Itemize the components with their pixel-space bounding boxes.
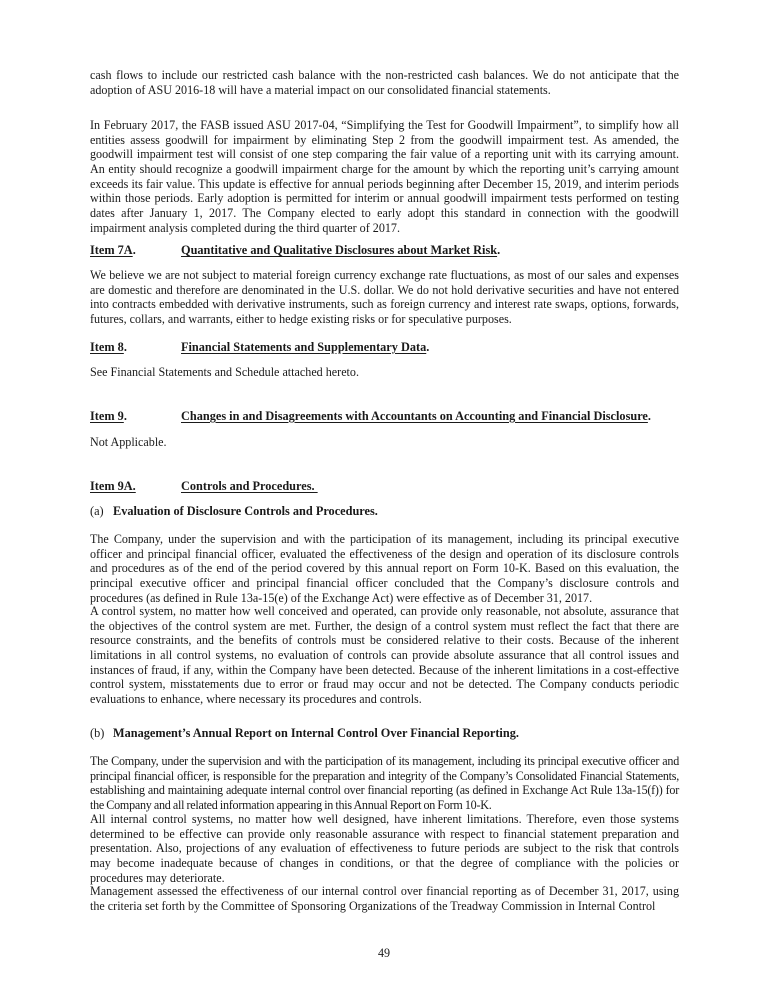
subsection-a-letter: (a) [90,504,104,518]
page-number: 49 [377,946,391,960]
item-9-body: Not Applicable. [90,435,167,449]
item-8-title: Financial Statements and Supplementary Data. [181,340,430,354]
subsection-b-heading [90,725,519,741]
item-8-number: Item 8. [90,340,127,354]
item-7a-title: Quantitative and Qualitative Disclosures about Market Risk. [181,243,501,257]
paragraph-asu-2016-18: cash flows to include our restricted cash balance with the non-restricted cash balances. We do not anticipate that the adoption of ASU 2016-18 will have a material impact on our consolidated financial statements. [90,68,679,97]
item-9-heading [90,408,679,424]
item-9a-title: Controls and Procedures. [181,479,318,493]
item-9-number-text: Item 9 [90,409,124,423]
item-9-title: Changes in and Disagreements with Accountants on Accounting and Financial Disclosure. [181,409,651,423]
item-8-number-text: Item 8 [90,340,124,354]
subsection-b-paragraph-3: Management assessed the effectiveness of our internal control over financial reporting as of December 31, 2017, using the criteria set forth by the Committee of Sponsoring Organizations of the Treadway Commission in Internal Control [90,884,679,913]
paragraph-asu-2017-04: In February 2017, the FASB issued ASU 2017-04, “Simplifying the Test for Goodwill Impairment”, to simplify how all entities assess goodwill for impairment by eliminating Step 2 from the goodwill impairment test. As amended, the goodwill impairment test will consist of one step comparing the fair value of a reporting unit with its carrying amount. An entity should recognize a goodwill impairment charge for the amount by which the reporting unit’s carrying amount exceeds its fair value. This update is effective for annual periods beginning after December 15, 2019, and interim periods within those periods. Early adoption is permitted for interim or annual goodwill impairment tests performed on testing dates after January 1, 2017. The Company elected to early adopt this standard in connection with the goodwill impairment analysis completed during the third quarter of 2017. [90,118,679,235]
item-7a-number-text: Item 7A [90,243,133,257]
item-7a-heading [90,242,679,258]
item-9-title-text: Changes in and Disagreements with Accountants on Accounting and Financial Disclosure [181,409,648,423]
subsection-a-paragraph-1: The Company, under the supervision and with the participation of its management, including its principal executive officer and principal financial officer, evaluated the effectiveness of the design and operation of its disclosure controls and procedures as of the end of the period covered by this annual report on Form 10-K. Based on this evaluation, the principal executive officer and principal financial officer concluded that the Company’s disclosure controls and procedures (as defined in Rule 13a-15(e) of the Exchange Act) were effective as of December 31, 2017. [90,532,679,605]
item-7a-body: We believe we are not subject to material foreign currency exchange rate fluctuations, as most of our sales and expenses are domestic and therefore are denominated in the U.S. dollar. We do not hold derivative securities and have not entered into contracts embedded with derivative instruments, such as foreign currency and interest rate swaps, options, forwards, futures, collars, and warrants, either to hedge existing risks or for speculative purposes. [90,268,679,326]
item-7a-title-text: Quantitative and Qualitative Disclosures about Market Risk [181,243,498,257]
subsection-b-paragraph-1: The Company, under the supervision and with the participation of its management, including its principal executive officer and principal financial officer, is responsible for the preparation and integrity of the Company’s Consolidated Financial Statements, establishing and maintaining adequate internal control over financial reporting (as defined in Exchange Act Rule 13a-15(f)) for the Company and all related information appearing in this Annual Report on Form 10-K. [90,754,679,812]
item-9-number: Item 9. [90,409,127,423]
subsection-a-heading [90,503,378,519]
item-8-title-text: Financial Statements and Supplementary Data [181,340,427,354]
item-8-body: See Financial Statements and Schedule attached hereto. [90,365,359,379]
subsection-a-title: Evaluation of Disclosure Controls and Procedures. [113,504,378,518]
item-7a-number: Item 7A. [90,243,136,257]
item-9a-number: Item 9A. [90,479,136,493]
subsection-a-paragraph-2: A control system, no matter how well conceived and operated, can provide only reasonable, not absolute, assurance that the objectives of the control system are met. Further, the design of a control system must reflect the fact that there are resource constraints, and the benefits of controls must be considered relative to their costs. Because of the inherent limitations in all control systems, no evaluation of controls can provide absolute assurance that all control issues and instances of fraud, if any, within the Company have been detected. Because of the inherent limitations in a cost-effective control system, misstatements due to error or fraud may occur and not be detected. The Company conducts periodic evaluations to enhance, where necessary its procedures and controls. [90,604,679,706]
subsection-b-paragraph-2: All internal control systems, no matter how well designed, have inherent limitations. Therefore, even those systems determined to be effective can provide only reasonable assurance with respect to financial statement preparation and presentation. Also, projections of any evaluation of effectiveness to future periods are subject to the risk that controls may become inadequate because of changes in conditions, or that the degree of compliance with the policies or procedures may deteriorate. [90,812,679,885]
item-9a-heading [90,478,679,494]
subsection-b-letter: (b) [90,726,105,740]
subsection-b-title: Management’s Annual Report on Internal Control Over Financial Reporting. [113,726,519,740]
item-8-heading [90,339,679,355]
